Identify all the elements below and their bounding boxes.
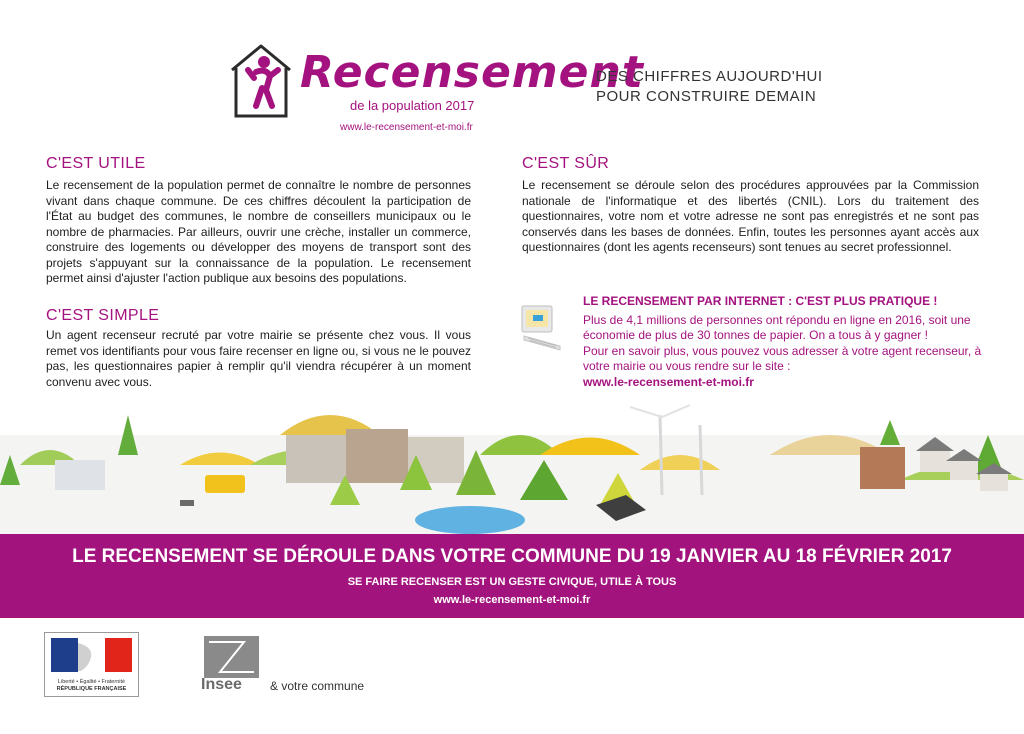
tagline: [596, 67, 823, 107]
republique-francaise-text: [44, 679, 139, 692]
section-title-sur: C'EST SÛR: [522, 155, 610, 172]
internet-text-2: Pour en savoir plus, vous pouvez vous adresser à votre agent recenseur, à votre mairie ou vous rendre sur le site :: [583, 343, 982, 373]
logo-url[interactable]: www.le-recensement-et-moi.fr: [340, 122, 473, 133]
internet-url[interactable]: www.le-recensement-et-moi.fr: [583, 374, 754, 389]
banner-main-text: LE RECENSEMENT SE DÉROULE DANS VOTRE COMMUNE DU 19 JANVIER AU 18 FÉVRIER 2017: [72, 546, 952, 567]
section-text-simple: Un agent recenseur recruté par votre mairie se présente chez vous. Il vous remet vos identifiants pour vous faire recenser en ligne ou, si vous ne le pouvez pas, les questionnaires papier à remplir qu'il viendra récupérer à un moment convenu avec vous.: [46, 328, 471, 389]
town-illustration: [0, 395, 1024, 535]
internet-text-1: Plus de 4,1 millions de personnes ont répondu en ligne en 2016, soit une économie de plus de 30 tonnes de papier. On a tous à y gagner !: [583, 312, 971, 342]
insee-logo-icon: [204, 636, 259, 678]
insee-label: Insee: [201, 676, 242, 693]
internet-title: LE RECENSEMENT PAR INTERNET : C'EST PLUS PRATIQUE !: [583, 294, 938, 308]
rf-motto: Liberté • Égalité • Fraternité: [57, 679, 126, 685]
banner-subtitle: SE FAIRE RECENSER EST UN GESTE CIVIQUE, UTILE À TOUS: [347, 576, 677, 588]
internet-info: [583, 294, 983, 390]
logo-subtitle: de la population 2017: [350, 98, 475, 113]
section-title-utile: C'EST UTILE: [46, 155, 146, 172]
section-text-utile: Le recensement de la population permet de connaître le nombre de personnes vivant dans chaque commune. De ces chiffres découlent la participation de l'État au budget des communes, le nombre de conseillers municipaux ou le nombre de pharmacies. Par ailleurs, ouvrir une crèche, installer un commerce, construire des logements ou développer des moyens de transport sont des projets s'appuyant sur la connaissance de la population. Le recensement permet ainsi d'ajuster l'action publique aux besoins des populations.: [46, 178, 471, 285]
tagline-line2: POUR CONSTRUIRE DEMAIN: [596, 88, 817, 105]
rf-name: RÉPUBLIQUE FRANÇAISE: [56, 685, 127, 692]
computer-icon: [516, 298, 576, 358]
commune-label: & votre commune: [270, 679, 365, 693]
section-title-simple: C'EST SIMPLE: [46, 307, 160, 324]
banner-url[interactable]: www.le-recensement-et-moi.fr: [433, 594, 591, 606]
house-logo-icon: [226, 40, 296, 120]
section-text-sur: Le recensement se déroule selon des procédures approuvées par la Commission nationale de l'informatique et des libertés (CNIL). Lors du traitement des questionnaires, votre nom et votre adresse ne sont pas enregistrés et ne sont pas conservés dans les bases de données. Enfin, toutes les personnes ayant accès aux questionnaires (dont les agents recenseurs) sont tenues au secret professionnel.: [522, 178, 979, 254]
tagline-line1: DES CHIFFRES AUJOURD'HUI: [596, 68, 823, 85]
logo-title: Recensement: [300, 47, 644, 98]
